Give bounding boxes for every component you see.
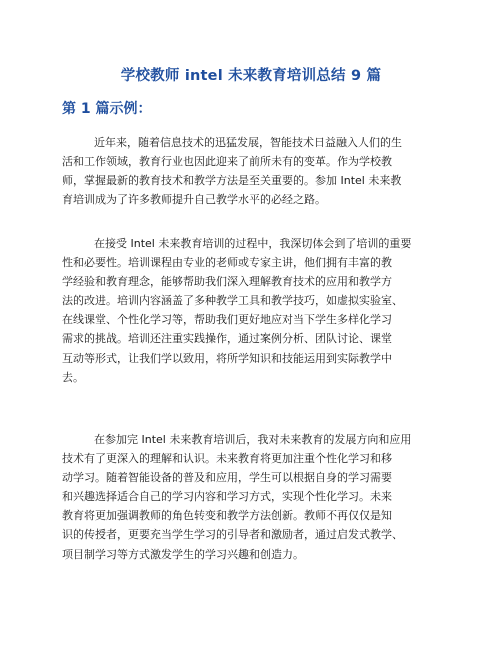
paragraph-line: 和兴趣选择适合自己的学习内容和学习方式，实现个性化学习。未来 bbox=[62, 490, 392, 504]
paragraph-line: 去。 bbox=[62, 370, 84, 384]
paragraph-line: 性和必要性。培训课程由专业的老师或专家主讲，他们拥有丰富的教 bbox=[62, 256, 392, 270]
paragraph-1 bbox=[62, 133, 442, 209]
section-heading: 第 1 篇示例： bbox=[62, 101, 152, 117]
paragraph-line: 学经验和教育理念，能够帮助我们深入理解教育技术的应用和教学方 bbox=[62, 275, 392, 289]
paragraph-line: 师，掌握最新的教育技术和教学方法是至关重要的。参加 Intel 未来教 bbox=[62, 174, 402, 188]
paragraph-line: 互动等形式，让我们学以致用，将所学知识和技能运用到实际教学中 bbox=[62, 351, 392, 365]
paragraph-line: 识的传授者，更要充当学生学习的引导者和激励者，通过启发式教学、 bbox=[62, 528, 403, 542]
paragraph-line: 活和工作领域，教育行业也因此迎来了前所未有的变革。作为学校教 bbox=[62, 155, 392, 169]
paragraph-3 bbox=[62, 430, 442, 564]
paragraph-2 bbox=[62, 234, 442, 387]
paragraph-line: 项目制学习等方式激发学生的学习兴趣和创造力。 bbox=[62, 547, 304, 561]
paragraph-line: 法的改进。培训内容涵盖了多种教学工具和教学技巧，如虚拟实验室、 bbox=[62, 294, 403, 308]
document-title: 学校教师 intel 未来教育培训总结 9 篇 bbox=[120, 68, 382, 84]
paragraph-line: 在参加完 Intel 未来教育培训后，我对未来教育的发展方向和应用 bbox=[94, 433, 412, 446]
paragraph-line: 动学习。随着智能设备的普及和应用，学生可以根据自身的学习需要 bbox=[62, 471, 392, 485]
paragraph-line: 在线课堂、个性化学习等，帮助我们更好地应对当下学生多样化学习 bbox=[62, 313, 392, 327]
paragraph-line: 近年来，随着信息技术的迅猛发展，智能技术日益融入人们的生 bbox=[94, 136, 402, 149]
paragraph-line: 技术有了更深入的理解和认识。未来教育将更加注重个性化学习和移 bbox=[62, 452, 392, 466]
paragraph-line: 在接受 Intel 未来教育培训的过程中，我深切体会到了培训的重要 bbox=[94, 237, 412, 250]
paragraph-line: 育培训成为了许多教师提升自己教学水平的必经之路。 bbox=[62, 193, 326, 207]
paragraph-line: 需求的挑战。培训还注重实践操作，通过案例分析、团队讨论、课堂 bbox=[62, 332, 392, 346]
paragraph-line: 教育将更加强调教师的角色转变和教学方法创新。教师不再仅仅是知 bbox=[62, 509, 392, 523]
